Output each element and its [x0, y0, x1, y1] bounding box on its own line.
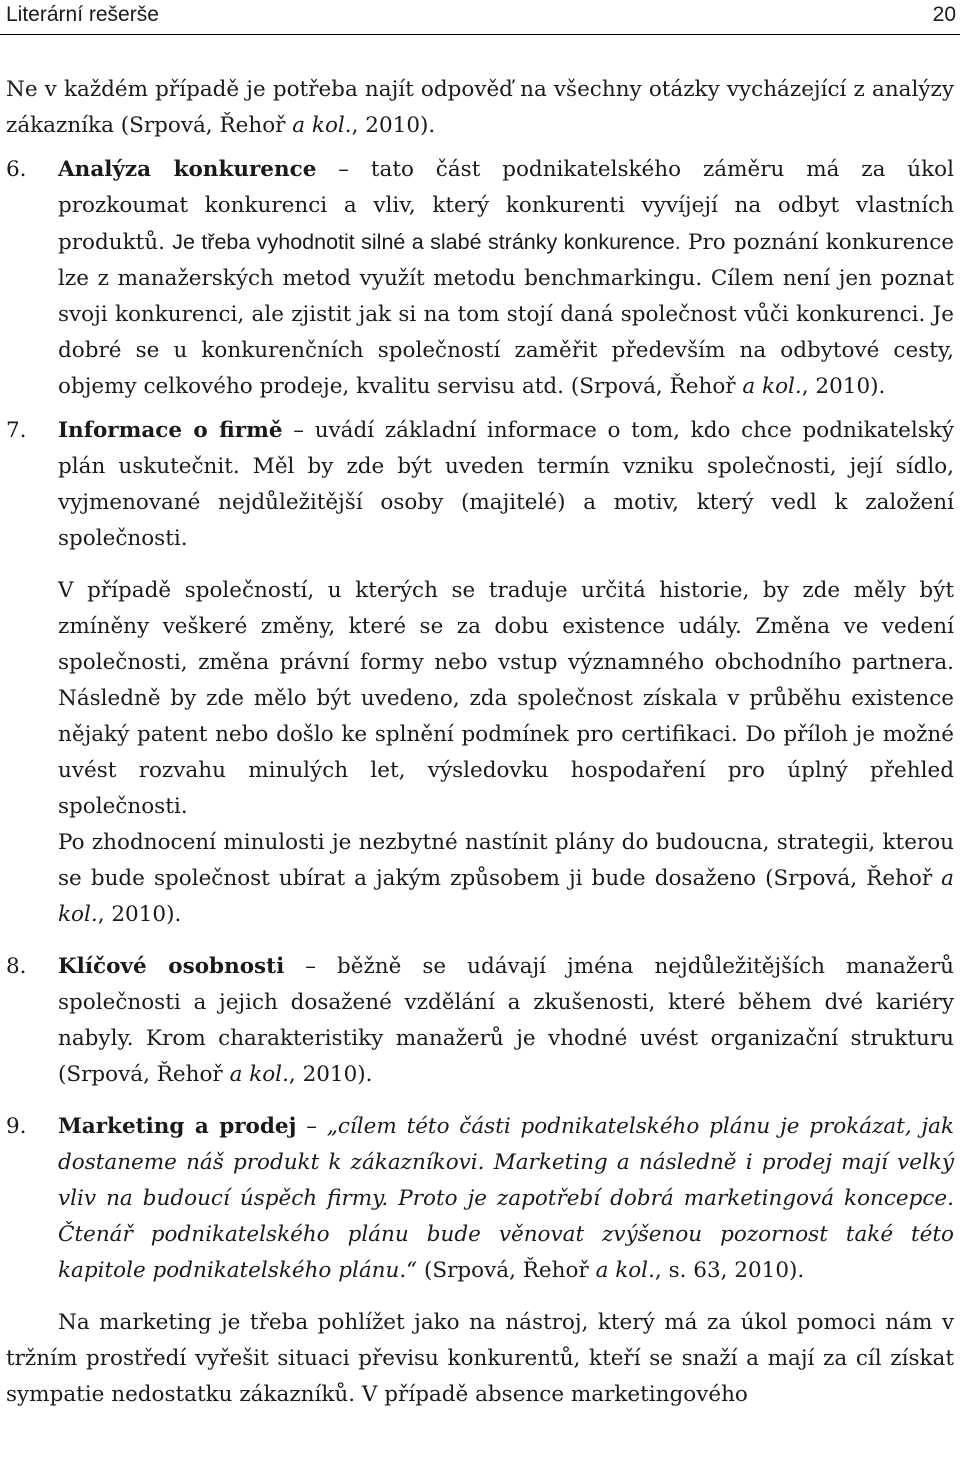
page-header — [0, 0, 960, 35]
item-text: – tato část podnikatelského záměru má za úkol prozkoumat konkurenci a vliv, který konkurenti vyvíjejí na odbyt vlastních produktů. — [58, 157, 955, 255]
intro-paragraph — [6, 72, 954, 144]
list-item-7 — [6, 413, 954, 557]
citation-end: , 2010). — [97, 902, 182, 927]
future-text: Po zhodnocení minulosti je nezbytné nastínit plány do budoucna, strategii, kterou se bude společnost ubírat a jakým způsobem ji bude dosaženo (Srpová, Řehoř — [58, 830, 954, 891]
item-text-cont: Pro poznání konkurence lze z manažerských metod využít metodu benchmarkingu. Cílem není jen poznat svoji konkurenci, ale zjistit jak si na tom stojí daná společnost vůči konkurenci. Je dobré se u konkurenčních společností zaměřit především na odbytové cesty, objemy celkového prodeje, kvalitu servisu atd. (Srpová, Řehoř — [58, 230, 954, 399]
citation-end: , s. 63, 2010). — [654, 1258, 805, 1283]
item-heading: Informace o firmě — [58, 418, 283, 443]
list-item-9 — [6, 1109, 954, 1289]
item-6-text — [58, 152, 954, 405]
history-paragraph: V případě společností, u kterých se traduje určitá historie, by zde měly být zmíněny veškeré změny, které se za dobu existence udály. Změna ve vedení společnosti, změna právní formy nebo vstup významného obchodního partnera. Následně by zde mělo být uvedeno, zda společnost získala v průběhu existence nějaký patent nebo došlo ke splnění podmínek pro certifikaci. Do příloh je možné uvést rozvahu minulých let, výsledovku hospodaření pro úplný přehled společnosti. — [58, 578, 954, 819]
citation-end: , 2010). — [801, 374, 886, 399]
intro-text: Ne v každém případě je potřeba najít odpověď na všechny otázky vycházející z analýzy zákazníka (Srpová, Řehoř — [6, 77, 954, 138]
closing-text: Na marketing je třeba pohlížet jako na nástroj, který má za úkol pomoci nám v tržním prostředí vyřešit situaci převisu konkurentů, kteří se snaží a mají za cíl získat sympatie nedostatku zákazníků. V případě absence marketingového — [6, 1310, 954, 1407]
item-7-text — [58, 413, 954, 557]
future-paragraph — [58, 825, 954, 933]
item-text-cont: (Srpová, Řehoř — [417, 1258, 596, 1283]
item-heading: Analýza konkurence — [58, 157, 317, 182]
item-text-sans: Je třeba vyhodnotit silné a slabé stránky konkurence. — [172, 230, 681, 254]
list-number: 7. — [6, 418, 27, 443]
list-number: 8. — [6, 954, 27, 979]
list-item-6 — [6, 152, 954, 405]
page-content — [6, 72, 954, 1413]
page-number: 20 — [932, 3, 956, 26]
citation-italic: a kol. — [229, 1062, 289, 1087]
item-7-paragraph-future — [6, 825, 954, 933]
citation-italic: a kol. — [595, 1258, 655, 1283]
item-8-text — [58, 949, 954, 1093]
item-heading: Marketing a prodej — [58, 1114, 297, 1139]
citation-italic: a kol. — [742, 374, 802, 399]
list-number: 9. — [6, 1114, 27, 1139]
citation-end: , 2010). — [288, 1062, 373, 1087]
citation-italic: a kol. — [292, 113, 352, 138]
item-text: – — [296, 1114, 327, 1139]
item-text: – uvádí základní informace o tom, kdo chce podnikatelský plán uskutečnit. Měl by zde být uveden termín vzniku společnosti, její sídlo, vyjmenované nejdůležitější osoby (majitelé) a motiv, který vedl k založení společnosti. — [58, 418, 954, 551]
header-title: Literární rešerše — [6, 3, 159, 26]
item-9-text — [58, 1109, 954, 1289]
closing-paragraph — [6, 1305, 954, 1413]
quote-italic: „cílem této části podnikatelského plánu je prokázat, jak dostaneme náš produkt k zákazníkovi. Marketing a následně i prodej mají velký vliv na budoucí úspěch firmy. Proto je zapotřebí dobrá marketingová koncepce. Čtenář podnikatelského plánu bude věnovat zvýšenou pozornost také této kapitole podnikatelského plánu.“ — [58, 1114, 954, 1283]
item-heading: Klíčové osobnosti — [58, 954, 285, 979]
list-number: 6. — [6, 157, 27, 182]
citation-end: , 2010). — [351, 113, 436, 138]
list-item-8 — [6, 949, 954, 1093]
citation-italic: a kol. — [58, 866, 954, 927]
item-7-paragraph-history — [6, 573, 954, 825]
item-text: – běžně se udávají jména nejdůležitějších manažerů společnosti a jejich dosažené vzdělání a zkušenosti, které během dvé kariéry nabyly. Krom charakteristiky manažerů je vhodné uvést organizační strukturu (Srpová, Řehoř — [58, 954, 954, 1087]
